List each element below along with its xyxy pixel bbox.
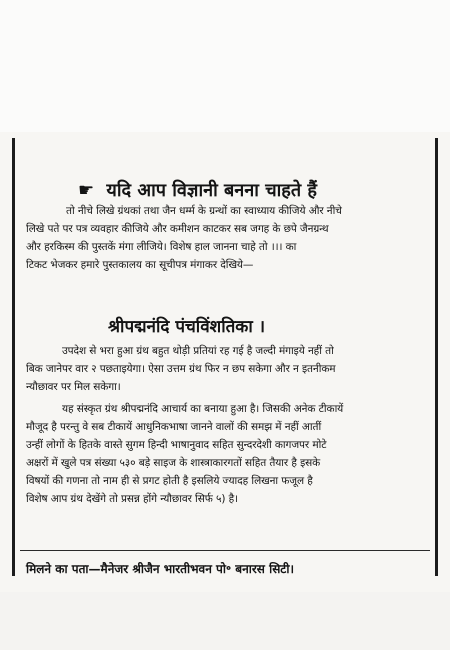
body-line: यह संस्कृत ग्रंथ श्रीपद्मनंदि आचार्य का बनाया हुआ है। जिसकी अनेक टीकायें xyxy=(62,403,344,415)
address-text: मैनेजर श्रीजैन भारतीभवन पो॰ बनारस सिटी। xyxy=(100,562,295,576)
intro-line: और हरकिस्म की पुस्तकें मंगा लीजिये। विशेष हाल जानना चाहे तो ।।। का xyxy=(26,241,297,253)
body-line: विशेष आप ग्रंथ देखेंगे तो प्रसन्न होंगे न्यौछावर सिर्फ ५) है। xyxy=(26,493,238,505)
intro-line: तो नीचे लिखे ग्रंथकां तथा जैन धर्म्म के ग्रन्थों का स्वाध्याय कीजिये और नीचे xyxy=(66,205,342,217)
advert-heading xyxy=(78,178,317,202)
intro-line: लिखे पते पर पत्र व्यवहार कीजिये और कमीशन काटकर सब जगह के छपे जैनग्रन्थ xyxy=(26,223,329,235)
intro-line: टिकट भेजकर हमारे पुस्तकालय का सूचीपत्र मंगाकर देखिये— xyxy=(26,259,254,271)
advertisement-frame xyxy=(20,132,430,588)
body-line: न्यौछावर पर मिल सकेगा। xyxy=(26,381,121,393)
body-line: उन्हीं लोगों के हितके वास्ते सुगम हिन्दी भाषानुवाद सहित सुन्दरदेशी कागजपर मोटे xyxy=(26,439,327,451)
body-line: बिक जानेपर वार २ पछताइयेगा। ऐसा उत्तम ग्रंथ फिर न छप सकेगा और न इतनीकम xyxy=(26,363,336,375)
advertisement xyxy=(20,132,430,588)
bottom-margin xyxy=(0,592,450,650)
body-line: उपदेश से भरा हुआ ग्रंथ बहुत थोड़ी प्रतियां रह गई है जल्दी मंगाइये नहीं तो xyxy=(62,345,334,357)
book-title: श्रीपद्मनंदि पंचविंशतिका । xyxy=(108,317,266,337)
advert-heading-text: यदि आप विज्ञानी बनना चाहते हैं xyxy=(106,180,317,201)
pointing-hand-icon: ☛ xyxy=(78,180,95,201)
address-line xyxy=(26,560,294,577)
body-line: विषयों की गणना तो नाम ही से प्रगट होती है इसलिये ज्यादह लिखना फजूल है xyxy=(26,475,313,487)
address-label: मिलने का पता— xyxy=(26,562,101,576)
top-margin xyxy=(0,0,450,132)
divider xyxy=(20,550,430,551)
body-line: मौजूद है परन्तु वे सब टीकायें आधुनिकभाषा जानने वालों की समझ में नहीं आतीं xyxy=(26,421,322,433)
body-line: अक्षरों में खुले पत्र संख्या ५३० बड़े साइज के शास्त्राकारगतों सहित तैयार है इसके xyxy=(26,457,321,469)
